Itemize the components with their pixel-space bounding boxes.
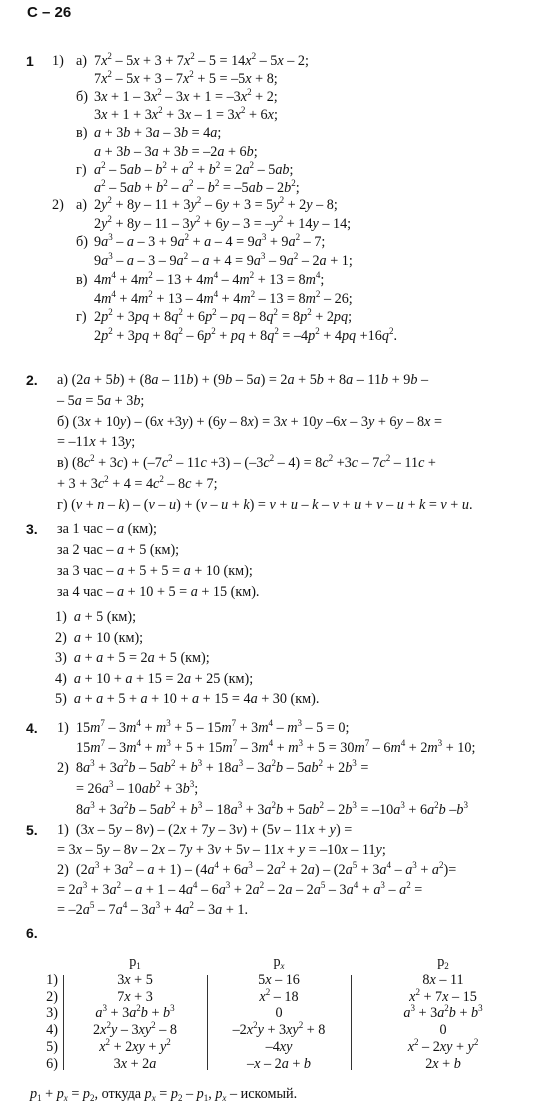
equation-line: $4m^4 + 4m^2 - 13 + 4m^4 - 4m^2 + 13 = 8m^4$;: [94, 269, 325, 288]
column-header: $p_2$: [437, 954, 449, 971]
table-cell: $a^3 + 3a^2b + b^3$: [95, 1003, 175, 1022]
item-letter: г): [76, 161, 87, 178]
task-6-number: 6.: [26, 925, 38, 941]
equation-line: a + 3b + 3a – 3b = 4a;: [94, 125, 222, 142]
solution-line: 4) a + 10 + a + 15 = 2a + 25 (км);: [55, 670, 254, 687]
task-1-part-2-label: 2): [52, 197, 64, 213]
item-letter: г): [76, 309, 87, 326]
table-cell: $x^2 + 2xy + y^2$: [99, 1036, 171, 1055]
task-2-number: 2.: [26, 372, 38, 388]
table-cell: 2x + b: [425, 1055, 461, 1072]
row-number: 3): [46, 1005, 58, 1022]
task-6-footer: $p_1 + p_x = p_2$, откуда $p_x = p_2 - p_1$, $p_x$ – искомый.: [30, 1086, 298, 1103]
row-number: 1): [46, 972, 58, 988]
equation-line: $a^2 - 5ab - b^2 + a^2 + b^2 = 2a^2 - 5ab$;: [94, 159, 294, 178]
table-cell: –x – 2a + b: [247, 1055, 311, 1072]
equation-line: $15m^7 - 3m^4 + m^3 + 5 + 15m^7 - 3m^4 + m^3 + 5 = 30m^7 - 6m^4 + 2m^3 + 10$;: [76, 738, 476, 756]
equation-line: $3x + 1 - 3x^2 - 3x + 1 = -3x^2 + 2$;: [94, 87, 278, 106]
task-3-number: 3.: [26, 521, 38, 537]
table-divider: [63, 975, 64, 1070]
table-cell: 0: [439, 1022, 447, 1039]
solution-line: за 1 час – a (км);: [57, 521, 157, 537]
equation-line: $9a^3 - a - 3 + 9a^2 + a - 4 = 9a^3 + 9a^2 - 7$;: [94, 232, 326, 251]
equation-line: – 5a = 5a + 3b;: [57, 392, 145, 409]
equation-line: 2) $8a^3 + 3a^2b - 5ab^2 + b^3 + 18a^3 - 3a^2b - 5ab^2 + 2b^3$ =: [57, 758, 369, 776]
equation-line: 1) (3x – 5y – 8v) – (2x + 7y – 3v) + (5v – 11x + y) =: [57, 822, 353, 838]
table-cell: $-2x^2y + 3xy^2 + 8$: [232, 1020, 326, 1039]
item-letter: в): [76, 125, 88, 142]
item-letter: б): [76, 89, 88, 106]
row-number: 4): [46, 1022, 58, 1039]
equation-line: = $26a^3 - 10ab^2 + 3b^3$;: [76, 779, 199, 797]
table-cell: 7x + 3: [117, 988, 153, 1005]
table-cell: $2x^2y - 3xy^2 - 8$: [93, 1020, 177, 1039]
task-4-number: 4.: [26, 720, 38, 736]
task-1-part-1-label: 1): [52, 53, 64, 69]
equation-line: $2p^2 + 3pq + 8q^2 - 6p^2$ + pq + $8q^2 = -4p^2 + 4pq +16q^2$.: [94, 325, 398, 344]
equation-line: $2p^2 + 3pq + 8q^2 + 6p^2$ – pq – $8q^2 = 8p^2 + 2pq$;: [94, 307, 353, 326]
table-cell: 3x + 2a: [113, 1055, 157, 1072]
column-header: $p_1$: [129, 954, 141, 971]
table-cell: –4xy: [265, 1038, 293, 1055]
equation-line: 2) $(2a^3 + 3a^2 - a + 1) - (4a^4 + 6a^3 - 2a^2 + 2a) - (2a^5 + 3a^4 - a^3 + a^2)=$: [57, 860, 457, 878]
equation-line: = $-2a^5 - 7a^4 - 3a^3 + 4a^2 - 3a + 1$.: [57, 900, 249, 918]
equation-line: + $3 + 3c^2 + 4 = 4c^2 - 8c + 7$;: [57, 474, 218, 492]
equation-line: а) (2a + 5b) + (8a – 11b) + (9b – 5a) = 2a + 5b + 8a – 11b + 9b –: [57, 372, 429, 388]
table-divider: [207, 975, 208, 1070]
equation-line: $7x^2 - 5x + 3 + 7x^2 - 5 = 14x^2 - 5x - 2$;: [94, 51, 309, 69]
equation-line: $8a^3 + 3a^2b - 5ab^2 + b^3 - 18a^3 + 3a^2b + 5ab^2 - 2b^3 = -10a^3 + 6a^2b$ $-b^3$: [76, 800, 468, 818]
solution-line: за 2 час – a + 5 (км);: [57, 542, 180, 558]
table-cell: 5x – 16: [258, 972, 300, 988]
equation-line: $2y^2 + 8y - 11 - 3y^2 + 6y - 3 = -y^2 + 14y - 14$;: [94, 213, 352, 232]
equation-line: 1) $15m^7 - 3m^4 + m^3 + 5 - 15m^7 + 3m^4 - m^3 - 5 = 0$;: [57, 718, 350, 736]
table-cell: $a^3 + 3a^2b + b^3$: [403, 1003, 483, 1022]
solution-line: 5) a + a + 5 + a + 10 + a + 15 = 4a + 30 (км).: [55, 691, 320, 707]
equation-line: $7x^2 - 5x + 3 - 7x^2 + 5 = -5x + 8$;: [94, 69, 278, 88]
table-cell: 0: [275, 1005, 283, 1022]
solution-line: 2) a + 10 (км);: [55, 629, 144, 646]
task-1-number: 1: [26, 53, 34, 69]
equation-line: в) $(8c^2 + 3c) + (-7c^2 - 11c +3) - (-3c^2 - 4) = 8c^2 +3c - 7c^2 - 11c$ +: [57, 453, 436, 472]
equation-line: б) (3x + 10y) – (6x +3y) + (6y – 8x) = 3x + 10y –6x – 3y + 6y – 8x =: [57, 413, 442, 430]
table-cell: $x^2 - 2xy + y^2$: [407, 1036, 479, 1055]
solution-line: за 3 час – a + 5 + 5 = a + 10 (км);: [57, 563, 253, 579]
item-letter: б): [76, 234, 88, 251]
table-cell: 3x + 5: [117, 972, 153, 988]
equation-line: = $2a^3 + 3a^2 - a + 1 - 4a^4 - 6a^3 + 2a^2 - 2a - 2a^5 - 3a^4 + a^3 - a^2$ =: [57, 880, 423, 898]
equation-line: a + 3b – 3a + 3b = –2a + 6b;: [94, 143, 258, 160]
solution-line: 3) a + a + 5 = 2a + 5 (км);: [55, 650, 210, 666]
equation-line: $4m^4 + 4m^2 + 13 - 4m^4 + 4m^2 - 13 = 8m^2 - 26$;: [94, 288, 353, 307]
item-letter: в): [76, 271, 88, 288]
table-cell: $x^2 + 7x - 15$: [409, 986, 477, 1005]
item-letter: а): [76, 197, 88, 213]
row-number: 6): [46, 1055, 58, 1072]
solution-line: за 4 час – a + 10 + 5 = a + 15 (км).: [57, 584, 260, 600]
page-title: С – 26: [27, 4, 72, 21]
equation-line: = 3x – 5y – 8v – 2x – 7y + 3v + 5v – 11x + y = –10x – 11y;: [57, 842, 386, 858]
equation-line: $2y^2 + 8y - 11 + 3y^2 - 6y + 3 = 5y^2 + 2y - 8$;: [94, 195, 338, 213]
row-number: 2): [46, 988, 58, 1005]
column-header: $p_x$: [273, 954, 285, 971]
solution-line: 1) a + 5 (км);: [55, 609, 137, 625]
table-divider: [351, 975, 352, 1070]
equation-line: $9a^3 - a - 3 - 9a^2 - a + 4 = 9a^3 - 9a^2 - 2a + 1$;: [94, 251, 353, 270]
table-cell: 8x – 11: [422, 972, 464, 988]
equation-line: г) (v + n – k) – (v – u) + (v – u + k) = v + u – k – v + u + v – u + k = v + u.: [57, 496, 473, 513]
table-cell: $x^2 - 18$: [259, 986, 299, 1005]
equation-line: $3x + 1 + 3x^2 + 3x - 1 = 3x^2 + 6x$;: [94, 105, 278, 124]
task-6-table: [33, 955, 543, 1075]
item-letter: а): [76, 53, 88, 69]
equation-line: = –11x + 13y;: [57, 434, 136, 451]
row-number: 5): [46, 1038, 58, 1055]
equation-line: $a^2 - 5ab + b^2 - a^2 - b^2 = -5ab - 2b^2$;: [94, 177, 300, 196]
task-5-number: 5.: [26, 822, 38, 838]
